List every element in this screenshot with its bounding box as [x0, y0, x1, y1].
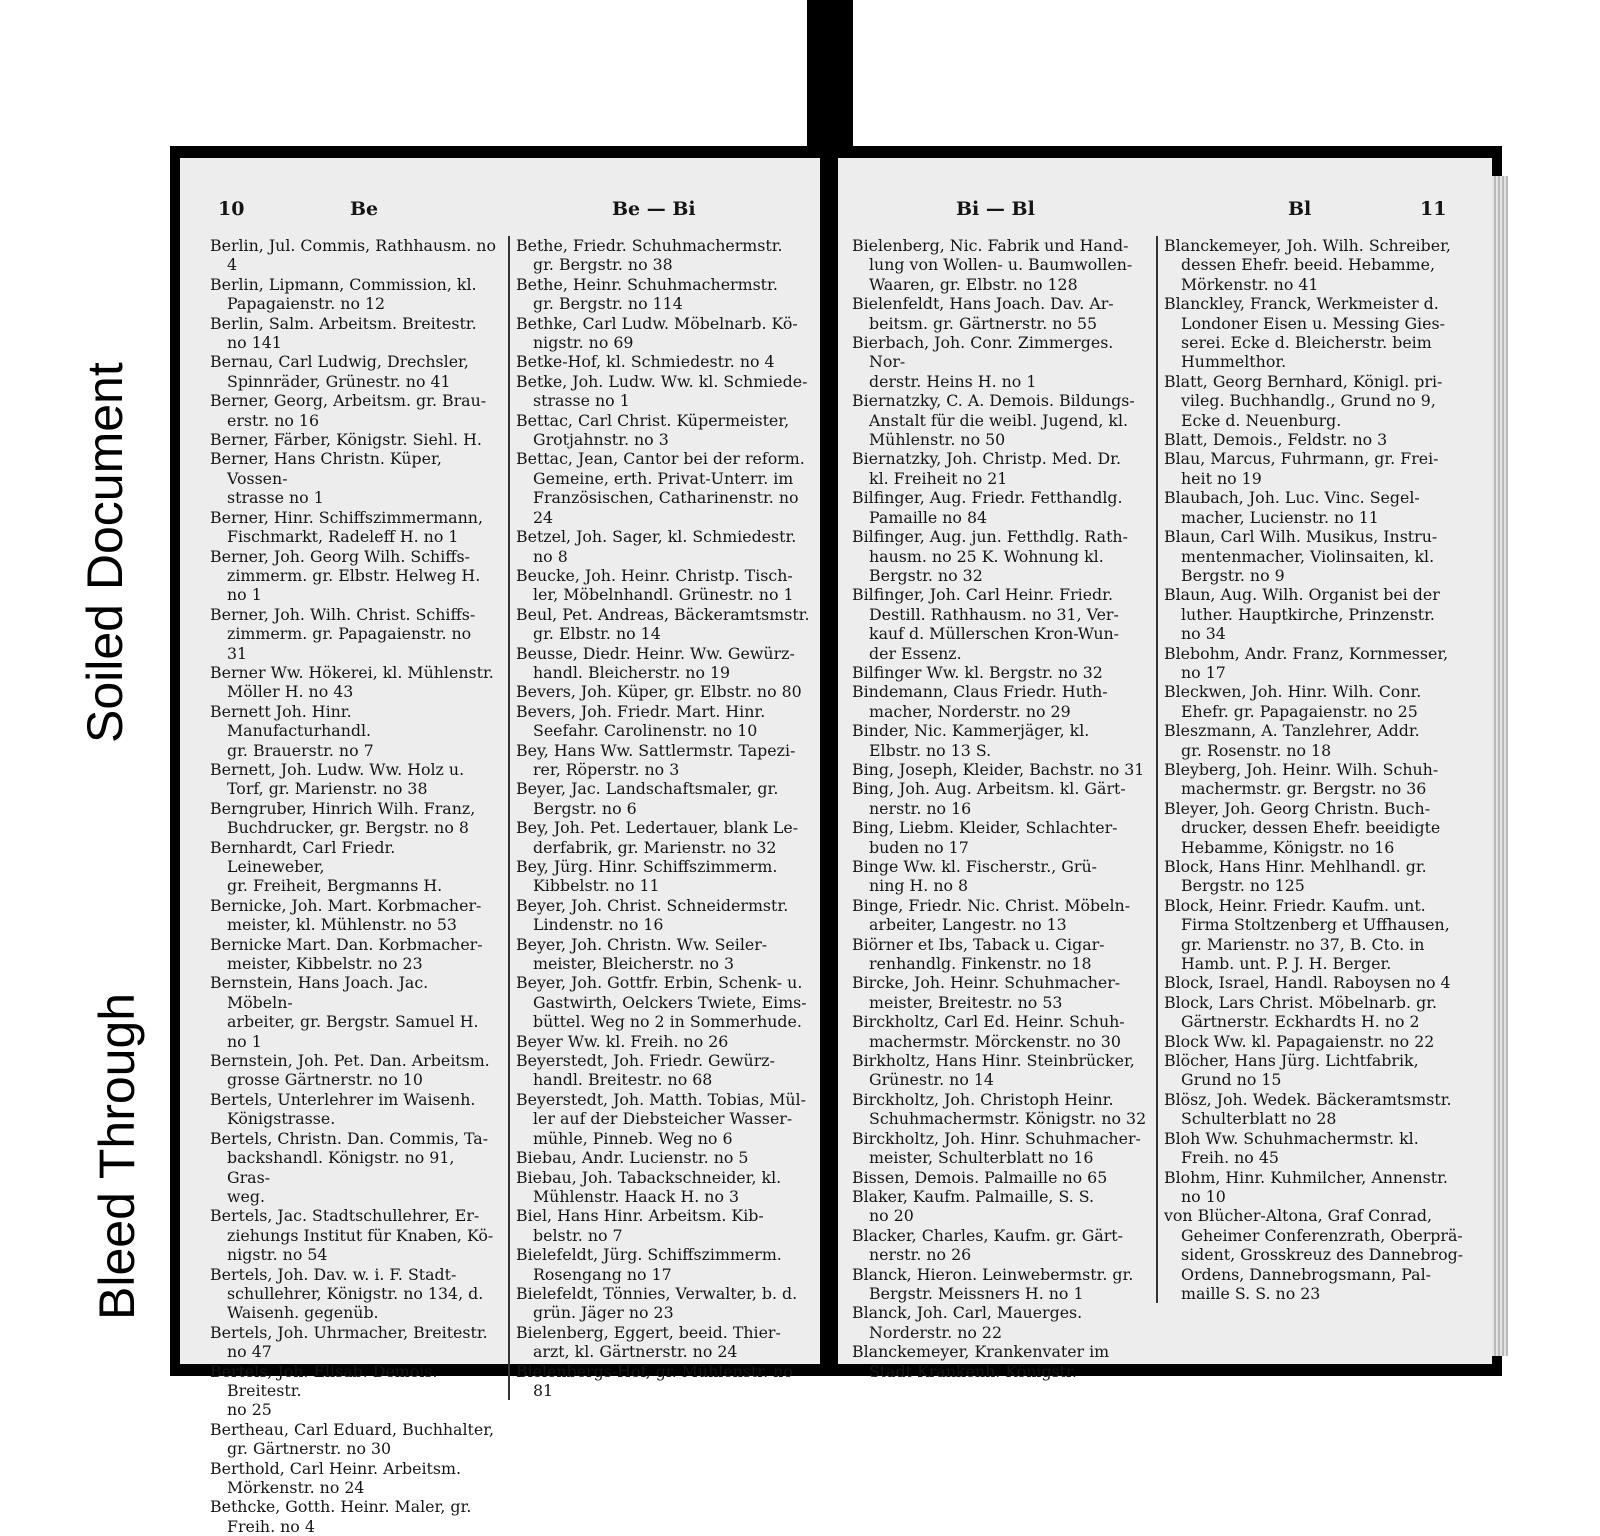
- directory-entry: Bernstein, Hans Joach. Jac. Möbeln- arbeiter, gr. Bergstr. Samuel H. no 1: [210, 973, 479, 1051]
- directory-entry: Bernstein, Joh. Pet. Dan. Arbeitsm. grosse Gärtnerstr. no 10: [210, 1051, 490, 1090]
- directory-entry: Binder, Nic. Kammerjäger, kl. Elbstr. no 13 S.: [852, 721, 1090, 760]
- directory-entry: Berner, Joh. Wilh. Christ. Schiffs- zimmerm. gr. Papagaienstr. no 31: [210, 604, 476, 663]
- directory-entry: Beucke, Joh. Heinr. Christp. Tisch- ler, Möbelnhandl. Grünestr. no 1: [516, 565, 794, 605]
- directory-entry: Block, Lars Christ. Möbelnarb. gr. Gärtnerstr. Eckhardts H. no 2: [1164, 992, 1438, 1032]
- directory-entry: Bernau, Carl Ludwig, Drechsler, Spinnräder, Grünestr. no 41: [210, 352, 469, 391]
- directory-entry: Bertels, Joh. Elisab. Demois. Breitestr. no 25: [210, 1361, 438, 1420]
- directory-entry: Beyer, Joh. Gottfr. Erbin, Schenk- u. Gastwirth, Oelckers Twiete, Eims- büttel. Weg no 2 in Sommerhude.: [516, 973, 807, 1032]
- directory-entry: Berner Ww. Hökerei, kl. Mühlenstr. Möller H. no 43: [210, 662, 494, 702]
- directory-entry: Beyer, Joh. Christ. Schneidermstr. Lindenstr. no 16: [516, 895, 789, 935]
- directory-entry: Bernett Joh. Hinr. Manufacturhandl. gr. Brauerstr. no 7: [210, 701, 374, 760]
- directory-entry: Bilfinger, Joh. Carl Heinr. Friedr. Destill. Rathhausm. no 31, Ver- kauf d. Müllerschen Kron-Wun- der Essenz.: [852, 585, 1120, 663]
- directory-entry: Block Ww. kl. Papagaienstr. no 22: [1164, 1031, 1435, 1051]
- directory-entry: Berner, Georg, Arbeitsm. gr. Brau- erstr. no 16: [210, 391, 487, 430]
- left-page-header: [180, 198, 820, 228]
- directory-entry: Bey, Joh. Pet. Ledertauer, blank Le- derfabrik, gr. Marienstr. no 32: [516, 818, 799, 857]
- directory-entry: Bernett, Joh. Ludw. Ww. Holz u. Torf, gr. Marienstr. no 38: [210, 759, 465, 799]
- directory-entry: Beyer, Joh. Christn. Ww. Seiler- meister, Bleicherstr. no 3: [516, 934, 768, 974]
- directory-entry: Blohm, Hinr. Kuhmilcher, Annenstr. no 10: [1164, 1167, 1448, 1206]
- directory-entry: Bielenberg, Nic. Fabrik und Hand- lung von Wollen- u. Baumwollen- Waaren, gr. Elbstr. no 128: [852, 236, 1133, 294]
- directory-entry: Blöcher, Hans Jürg. Lichtfabrik, Grund no 15: [1164, 1051, 1419, 1090]
- directory-entry: Berngruber, Hinrich Wilh. Franz, Buchdrucker, gr. Bergstr. no 8: [210, 798, 476, 838]
- directory-entry: Block, Hans Hinr. Mehlhandl. gr. Bergstr. no 125: [1164, 857, 1427, 896]
- directory-entry: Blanckemeyer, Krankenvater im Stadt Krankenh. Königstr.: [852, 1342, 1110, 1381]
- directory-entry: Betke, Joh. Ludw. Ww. kl. Schmiede- strasse no 1: [516, 371, 808, 411]
- right-page-header: [838, 198, 1492, 228]
- directory-entry: Blebohm, Andr. Franz, Kornmesser, no 17: [1164, 643, 1449, 682]
- directory-entry: Blaun, Aug. Wilh. Organist bei der luther. Hauptkirche, Prinzenstr. no 34: [1164, 585, 1440, 644]
- running-head-right: Be — Bi: [612, 198, 696, 220]
- directory-entry: Bernicke Mart. Dan. Korbmacher- meister, Kibbelstr. no 23: [210, 934, 483, 974]
- left-page: [180, 158, 820, 1536]
- directory-entry: Birckholtz, Joh. Christoph Heinr. Schuhmachermstr. Königstr. no 32: [852, 1089, 1147, 1129]
- directory-entry: Berthold, Carl Heinr. Arbeitsm. Mörkenstr. no 24: [210, 1458, 462, 1497]
- directory-entry: Bertheau, Carl Eduard, Buchhalter, gr. Gärtnerstr. no 30: [210, 1419, 495, 1459]
- directory-entry: Berlin, Jul. Commis, Rathhausm. no 4: [210, 236, 496, 275]
- directory-entry: Blaubach, Joh. Luc. Vinc. Segel- macher, Lucienstr. no 11: [1164, 488, 1420, 527]
- directory-entry: Bielenfeldt, Hans Joach. Dav. Ar- beitsm. gr. Gärtnerstr. no 55: [852, 294, 1114, 333]
- directory-entry: Bielenberg, Eggert, beeid. Thier- arzt, kl. Gärtnerstr. no 24: [516, 1322, 781, 1362]
- directory-entry: Bing, Joh. Aug. Arbeitsm. kl. Gärt- nerstr. no 16: [852, 779, 1126, 818]
- directory-entry: Block, Heinr. Friedr. Kaufm. unt. Firma Stoltzenberg et Uffhausen, gr. Marienstr. no 37, B. Cto. in Hamb. unt. P. J. H. Berger.: [1164, 895, 1450, 974]
- right-page-column-2: [1156, 236, 1474, 1303]
- directory-entry: Betke-Hof, kl. Schmiedestr. no 4: [516, 352, 775, 372]
- directory-entry: Betzel, Joh. Sager, kl. Schmiedestr. no 8: [516, 527, 797, 566]
- directory-entry: Bethe, Friedr. Schuhmachermstr. gr. Bergstr. no 38: [516, 236, 783, 275]
- directory-entry: Blacker, Charles, Kaufm. gr. Gärt- nerstr. no 26: [852, 1225, 1123, 1265]
- directory-entry: Bevers, Joh. Küper, gr. Elbstr. no 80: [516, 682, 802, 702]
- directory-entry: Beyerstedt, Joh. Friedr. Gewürz- handl. Breitestr. no 68: [516, 1051, 775, 1090]
- directory-entry: Bielefeldt, Jürg. Schiffszimmerm. Rosengang no 17: [516, 1245, 782, 1284]
- running-head-left: Be: [350, 198, 379, 220]
- directory-entry: Bleszmann, A. Tanzlehrer, Addr. gr. Rosenstr. no 18: [1164, 721, 1420, 760]
- page-number: 10: [218, 198, 245, 220]
- directory-entry: Birckholtz, Joh. Hinr. Schuhmacher- meister, Schulterblatt no 16: [852, 1128, 1141, 1168]
- directory-entry: Bleckwen, Joh. Hinr. Wilh. Conr. Ehefr. gr. Papagaienstr. no 25: [1164, 682, 1422, 721]
- directory-entry: von Blücher-Altona, Graf Conrad, Geheimer Conferenzrath, Oberprä- sident, Grosskreuz des Dannebrog- Ordens, Dannebrogsmann, Pal- maille S. S. no 23: [1164, 1206, 1464, 1303]
- directory-entry: Bindemann, Claus Friedr. Huth- macher, Norderstr. no 29: [852, 682, 1108, 721]
- directory-entry: Blanckemeyer, Joh. Wilh. Schreiber, dessen Ehefr. beeid. Hebamme, Mörkenstr. no 41: [1164, 236, 1451, 294]
- soiled-document-label: Soiled Document: [77, 362, 133, 743]
- directory-entry: Blatt, Georg Bernhard, Königl. pri- vileg. Buchhandlg., Grund no 9, Ecke d. Neuenburg.: [1164, 371, 1443, 430]
- directory-entry: Berner, Hinr. Schiffszimmermann, Fischmarkt, Radeleff H. no 1: [210, 507, 483, 547]
- directory-entry: Beyer, Jac. Landschaftsmaler, gr. Bergstr. no 6: [516, 779, 779, 818]
- directory-entry: Bethcke, Gotth. Heinr. Maler, gr. Freih. no 4: [210, 1497, 472, 1536]
- directory-entry: Birckholtz, Carl Ed. Heinr. Schuh- machermstr. Mörckenstr. no 30: [852, 1012, 1125, 1051]
- directory-entry: Blaker, Kaufm. Palmaille, S. S. no 20: [852, 1186, 1095, 1226]
- directory-entry: Bettac, Carl Christ. Küpermeister, Grotjahnstr. no 3: [516, 410, 790, 450]
- running-head-right: Bl: [1288, 198, 1312, 220]
- directory-entry: Bielefeldt, Tönnies, Verwalter, b. d. grün. Jäger no 23: [516, 1283, 798, 1323]
- directory-entry: Bethe, Heinr. Schuhmachermstr. gr. Bergstr. no 114: [516, 274, 778, 314]
- directory-entry: Biebau, Joh. Tabackschneider, kl. Mühlenstr. Haack H. no 3: [516, 1167, 782, 1206]
- directory-entry: Bilfinger Ww. kl. Bergstr. no 32: [852, 662, 1103, 682]
- directory-entry: Blau, Marcus, Fuhrmann, gr. Frei- heit no 19: [1164, 449, 1439, 488]
- directory-entry: Bilfinger, Aug. Friedr. Fetthandlg. Pamaille no 84: [852, 488, 1123, 527]
- directory-entry: Biel, Hans Hinr. Arbeitsm. Kib- belstr. no 7: [516, 1206, 764, 1245]
- directory-entry: Bey, Jürg. Hinr. Schiffszimmerm. Kibbelstr. no 11: [516, 857, 778, 896]
- running-head-left: Bi — Bl: [956, 198, 1035, 220]
- directory-entry: Berner, Joh. Georg Wilh. Schiffs- zimmerm. gr. Elbstr. Helweg H. no 1: [210, 546, 481, 605]
- directory-entry: Berner, Hans Christn. Küper, Vossen- strasse no 1: [210, 449, 442, 508]
- directory-entry: Bey, Hans Ww. Sattlermstr. Tapezi- rer, Röperstr. no 3: [516, 740, 796, 779]
- directory-entry: Bierbach, Joh. Conr. Zimmerges. Nor- derstr. Heins H. no 1: [852, 333, 1114, 391]
- directory-entry: Bernhardt, Carl Friedr. Leineweber, gr. Freiheit, Bergmanns H.: [210, 837, 443, 896]
- directory-entry: Bertels, Christn. Dan. Commis, Ta- backshandl. Königstr. no 91, Gras- weg.: [210, 1128, 489, 1206]
- directory-entry: Beul, Pet. Andreas, Bäckeramtsmstr. gr. Elbstr. no 14: [516, 604, 810, 644]
- directory-entry: Berlin, Salm. Arbeitsm. Breitestr. no 141: [210, 313, 477, 353]
- directory-entry: Biernatzky, C. A. Demois. Bildungs- Anstalt für die weibl. Jugend, kl. Mühlenstr. no 50: [852, 391, 1135, 450]
- directory-entry: Binge, Friedr. Nic. Christ. Möbeln- arbeiter, Langestr. no 13: [852, 895, 1131, 935]
- directory-entry: Berlin, Lipmann, Commission, kl. Papagaienstr. no 12: [210, 274, 477, 314]
- left-page-column-1: [210, 236, 496, 1536]
- right-page-column-1: [852, 236, 1148, 1381]
- directory-entry: Bernicke, Joh. Mart. Korbmacher- meister, kl. Mühlenstr. no 53: [210, 895, 482, 935]
- directory-entry: Bissen, Demois. Palmaille no 65: [852, 1167, 1108, 1187]
- directory-entry: Bloh Ww. Schuhmachermstr. kl. Freih. no 45: [1164, 1128, 1419, 1168]
- directory-entry: Biebau, Andr. Lucienstr. no 5: [516, 1148, 749, 1168]
- directory-entry: Blanckley, Franck, Werkmeister d. Londoner Eisen u. Messing Gies- serei. Ecke d. Bleicherstr. beim Hummelthor.: [1164, 294, 1445, 372]
- directory-entry: Bertels, Jac. Stadtschullehrer, Er- ziehungs Institut für Knaben, Kö- nigstr. no 54: [210, 1206, 494, 1265]
- directory-entry: Beyerstedt, Joh. Matth. Tobias, Mül- ler auf der Diebsteicher Wasser- mühle, Pinneb. Weg no 6: [516, 1089, 806, 1148]
- directory-entry: Bethke, Carl Ludw. Möbelnarb. Kö- nigstr. no 69: [516, 313, 798, 353]
- directory-entry: Berner, Färber, Königstr. Siehl. H.: [210, 430, 482, 450]
- directory-entry: Bertels, Joh. Uhrmacher, Breitestr. no 47: [210, 1322, 488, 1362]
- directory-entry: Bertels, Joh. Dav. w. i. F. Stadt- schullehrer, Königstr. no 134, d. Waisenh. gegenüb.: [210, 1264, 484, 1323]
- right-page: [838, 158, 1492, 1381]
- directory-entry: Bing, Joseph, Kleider, Bachstr. no 31: [852, 759, 1145, 779]
- directory-entry: Beyer Ww. kl. Freih. no 26: [516, 1031, 729, 1051]
- directory-entry: Blatt, Demois., Feldstr. no 3: [1164, 430, 1388, 450]
- directory-entry: Blaun, Carl Wilh. Musikus, Instru- mentenmacher, Violinsaiten, kl. Bergstr. no 9: [1164, 527, 1438, 585]
- directory-entry: Bevers, Joh. Friedr. Mart. Hinr. Seefahr. Carolinenstr. no 10: [516, 701, 766, 741]
- directory-entry: Biörner et Ibs, Taback u. Cigar- renhandlg. Finkenstr. no 18: [852, 934, 1105, 974]
- page-number: 11: [1420, 198, 1447, 220]
- directory-entry: Bleyer, Joh. Georg Christn. Buch- drucker, dessen Ehefr. beeidigte Hebamme, Königstr. no 16: [1164, 798, 1441, 857]
- directory-entry: Blanck, Hieron. Leinwebermstr. gr. Bergstr. Meissners H. no 1: [852, 1264, 1134, 1303]
- bleed-through-label: Bleed Through: [89, 992, 145, 1320]
- directory-entry: Beusse, Diedr. Heinr. Ww. Gewürz- handl. Bleicherstr. no 19: [516, 643, 795, 682]
- directory-entry: Block, Israel, Handl. Raboysen no 4: [1164, 973, 1451, 993]
- directory-entry: Bielenbergs-Hof, gr. Mühlenstr. no 81: [516, 1361, 793, 1400]
- directory-entry: Bettac, Jean, Cantor bei der reform. Gemeine, erth. Privat-Unterr. im Französischen, Catharinenstr. no 24: [516, 449, 805, 527]
- directory-entry: Bircke, Joh. Heinr. Schuhmacher- meister, Breitestr. no 53: [852, 973, 1121, 1012]
- directory-entry: Biernatzky, Joh. Christp. Med. Dr. kl. Freiheit no 21: [852, 449, 1121, 488]
- directory-entry: Bilfinger, Aug. jun. Fetthdlg. Rath- hausm. no 25 K. Wohnung kl. Bergstr. no 32: [852, 527, 1128, 585]
- left-page-column-2: [508, 236, 816, 1400]
- directory-entry: Bleyberg, Joh. Heinr. Wilh. Schuh- machermstr. gr. Bergstr. no 36: [1164, 759, 1439, 799]
- directory-entry: Bertels, Unterlehrer im Waisenh. Königstrasse.: [210, 1089, 476, 1129]
- directory-entry: Bing, Liebm. Kleider, Schlachter- buden no 17: [852, 818, 1118, 857]
- directory-entry: Birkholtz, Hans Hinr. Steinbrücker, Grünestr. no 14: [852, 1051, 1135, 1090]
- directory-entry: Binge Ww. kl. Fischerstr., Grü- ning H. no 8: [852, 857, 1097, 896]
- directory-entry: Blösz, Joh. Wedek. Bäckeramtsmstr. Schulterblatt no 28: [1164, 1089, 1452, 1129]
- directory-entry: Blanck, Joh. Carl, Mauerges. Norderstr. no 22: [852, 1303, 1083, 1342]
